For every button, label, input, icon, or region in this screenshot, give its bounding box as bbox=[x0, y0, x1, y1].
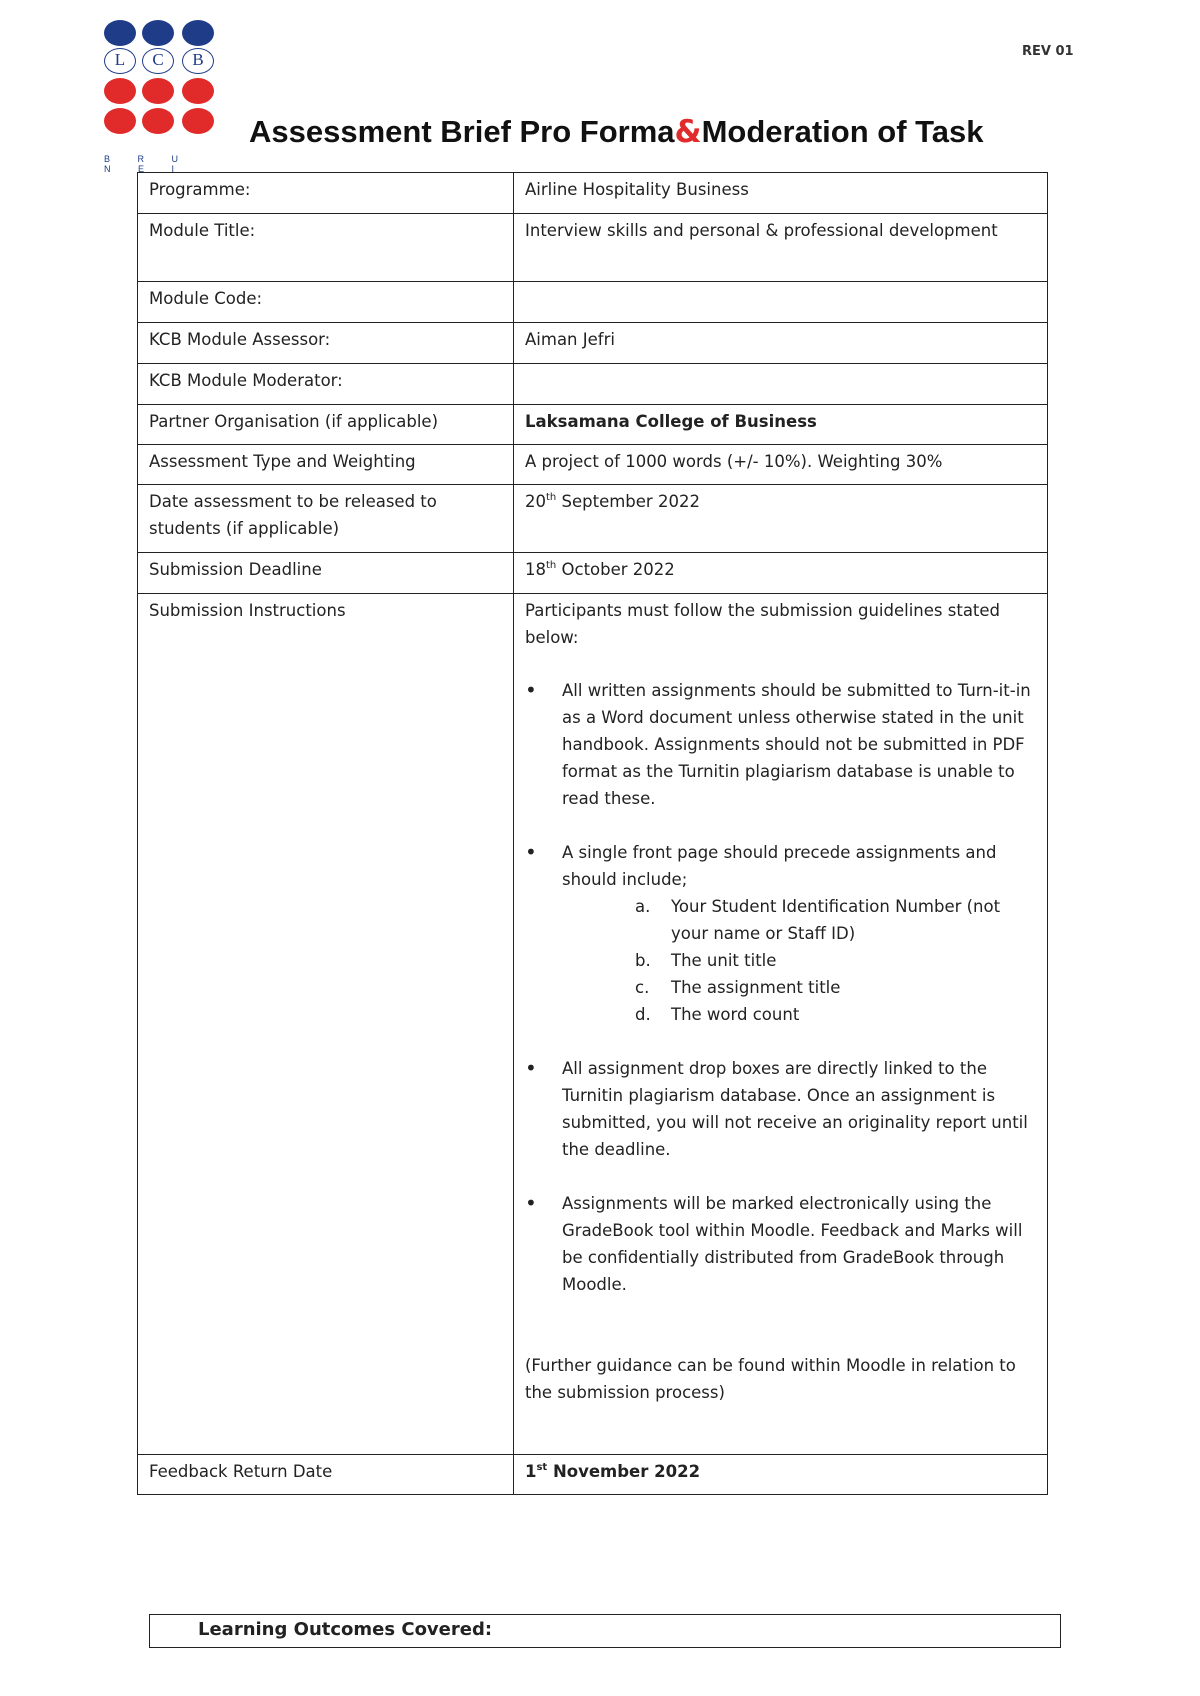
table-row-programme bbox=[138, 173, 1048, 214]
row-value: Aiman Jefri bbox=[514, 323, 1048, 364]
date-suffix: th bbox=[546, 560, 557, 571]
sublist-marker: c. bbox=[635, 978, 650, 997]
sublist-text: Your Student Identification Number (not your name or Staff ID) bbox=[671, 897, 1001, 943]
instructions-list bbox=[525, 677, 1036, 1298]
lcb-brunei-logo bbox=[104, 20, 224, 174]
row-label: Submission Deadline bbox=[138, 553, 514, 594]
sublist-text: The word count bbox=[671, 1005, 800, 1024]
row-value: Interview skills and personal & professional development bbox=[514, 214, 1048, 282]
sublist-marker: b. bbox=[635, 951, 651, 970]
document-title bbox=[249, 114, 984, 150]
table-row-module-code bbox=[138, 282, 1048, 323]
list-item: • All assignment drop boxes are directly linked to the Turnitin plagiarism database. Once an assignment is submitted, you will not receive an originality report until the deadline. bbox=[525, 1055, 1036, 1163]
sublist-item bbox=[562, 947, 1036, 974]
row-value bbox=[514, 553, 1048, 594]
list-item: • All written assignments should be submitted to Turn-it-in as a Word document unless otherwise stated in the unit handbook. Assignments should not be submitted in PDF format as the Turnitin plagiarism database is unable to read these. bbox=[525, 677, 1036, 812]
row-value bbox=[514, 1455, 1048, 1495]
row-value bbox=[514, 364, 1048, 405]
learning-outcomes-label: Learning Outcomes Covered: bbox=[198, 1619, 493, 1640]
sublist-item bbox=[562, 1001, 1036, 1028]
row-label: Assessment Type and Weighting bbox=[138, 445, 514, 485]
sublist-marker: d. bbox=[635, 1005, 651, 1024]
date-rest: November 2022 bbox=[547, 1462, 701, 1481]
sublist-item bbox=[562, 893, 1036, 947]
sublist-text: The unit title bbox=[671, 951, 777, 970]
list-item bbox=[525, 839, 1036, 1028]
row-value bbox=[514, 485, 1048, 553]
row-value: A project of 1000 words (+/- 10%). Weighting 30% bbox=[514, 445, 1048, 485]
row-label: Submission Instructions bbox=[138, 594, 514, 1455]
date-rest: October 2022 bbox=[556, 560, 675, 579]
logo-subtitle: B R U N E I bbox=[104, 154, 191, 174]
table-row-moderator bbox=[138, 364, 1048, 405]
row-label: Module Code: bbox=[138, 282, 514, 323]
table-row-partner bbox=[138, 405, 1048, 445]
date-day: 20 bbox=[525, 492, 546, 511]
logo-letter-c: C bbox=[142, 48, 174, 74]
row-label: Feedback Return Date bbox=[138, 1455, 514, 1495]
front-page-sublist bbox=[562, 893, 1036, 1028]
row-label: Programme: bbox=[138, 173, 514, 214]
table-row-instructions bbox=[138, 594, 1048, 1455]
table-row-assessment-type bbox=[138, 445, 1048, 485]
partner-name: Laksamana College of Business bbox=[525, 412, 817, 431]
row-label: Module Title: bbox=[138, 214, 514, 282]
date-suffix: th bbox=[546, 492, 557, 503]
learning-outcomes-box bbox=[149, 1614, 1061, 1648]
date-day: 18 bbox=[525, 560, 546, 579]
list-item: • Assignments will be marked electronically using the GradeBook tool within Moodle. Feedback and Marks will be confidentially distributed from GradeBook through Moodle. bbox=[525, 1190, 1036, 1298]
feedback-date bbox=[525, 1462, 700, 1481]
revision-label: REV 01 bbox=[1022, 44, 1074, 59]
instructions-intro: Participants must follow the submission guidelines stated below: bbox=[525, 601, 1001, 647]
row-label: KCB Module Moderator: bbox=[138, 364, 514, 405]
sublist-marker: a. bbox=[635, 897, 651, 916]
front-page-text: • A single front page should precede assignments and should include; bbox=[562, 843, 997, 889]
table-row-deadline bbox=[138, 553, 1048, 594]
sublist-text: The assignment title bbox=[671, 978, 841, 997]
title-part-2: Moderation of Task bbox=[701, 114, 984, 149]
table-row-release-date bbox=[138, 485, 1048, 553]
row-label: KCB Module Assessor: bbox=[138, 323, 514, 364]
row-value bbox=[514, 405, 1048, 445]
logo-letter-l: L bbox=[104, 48, 136, 74]
row-label: Partner Organisation (if applicable) bbox=[138, 405, 514, 445]
title-part-1: Assessment Brief Pro Forma bbox=[249, 114, 675, 149]
sublist-item bbox=[562, 974, 1036, 1001]
title-ampersand: & bbox=[674, 114, 702, 150]
date-rest: September 2022 bbox=[556, 492, 700, 511]
assessment-brief-table bbox=[137, 172, 1048, 1495]
row-label: Date assessment to be released to students (if applicable) bbox=[138, 485, 514, 553]
date-suffix: st bbox=[536, 1462, 548, 1473]
logo-letter-b: B bbox=[182, 48, 214, 74]
table-row-module-title bbox=[138, 214, 1048, 282]
row-value bbox=[514, 282, 1048, 323]
further-guidance: (Further guidance can be found within Moodle in relation to the submission process) bbox=[525, 1356, 1016, 1402]
row-value bbox=[514, 594, 1048, 1455]
row-value: Airline Hospitality Business bbox=[514, 173, 1048, 214]
table-row-assessor bbox=[138, 323, 1048, 364]
date-day: 1 bbox=[525, 1462, 537, 1481]
table-row-feedback bbox=[138, 1455, 1048, 1495]
